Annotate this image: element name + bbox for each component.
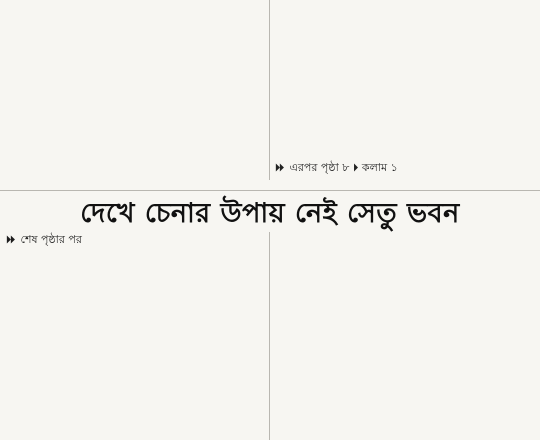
column-divider — [269, 0, 270, 180]
continued-arrows-icon: ⏵⏵ — [6, 235, 14, 246]
article-bottom-right-column — [275, 232, 533, 440]
article-bottom-left-column — [6, 232, 264, 440]
column-divider — [269, 232, 270, 440]
article-top-left-column — [6, 0, 264, 180]
continued-from-text: শেষ পৃষ্ঠার পর — [20, 233, 82, 246]
continued-from-label — [6, 232, 264, 249]
jump-arrows-icon: ⏵⏵ — [275, 163, 283, 174]
jump-line — [275, 160, 533, 177]
article-top-right-column — [275, 0, 533, 160]
section-divider — [0, 190, 540, 191]
headline: দেখে চেনার উপায় নেই সেতু ভবন — [80, 198, 460, 229]
jump-text: এরপর পৃষ্ঠা ৮ ⏵ কলাম ১ — [289, 161, 398, 174]
